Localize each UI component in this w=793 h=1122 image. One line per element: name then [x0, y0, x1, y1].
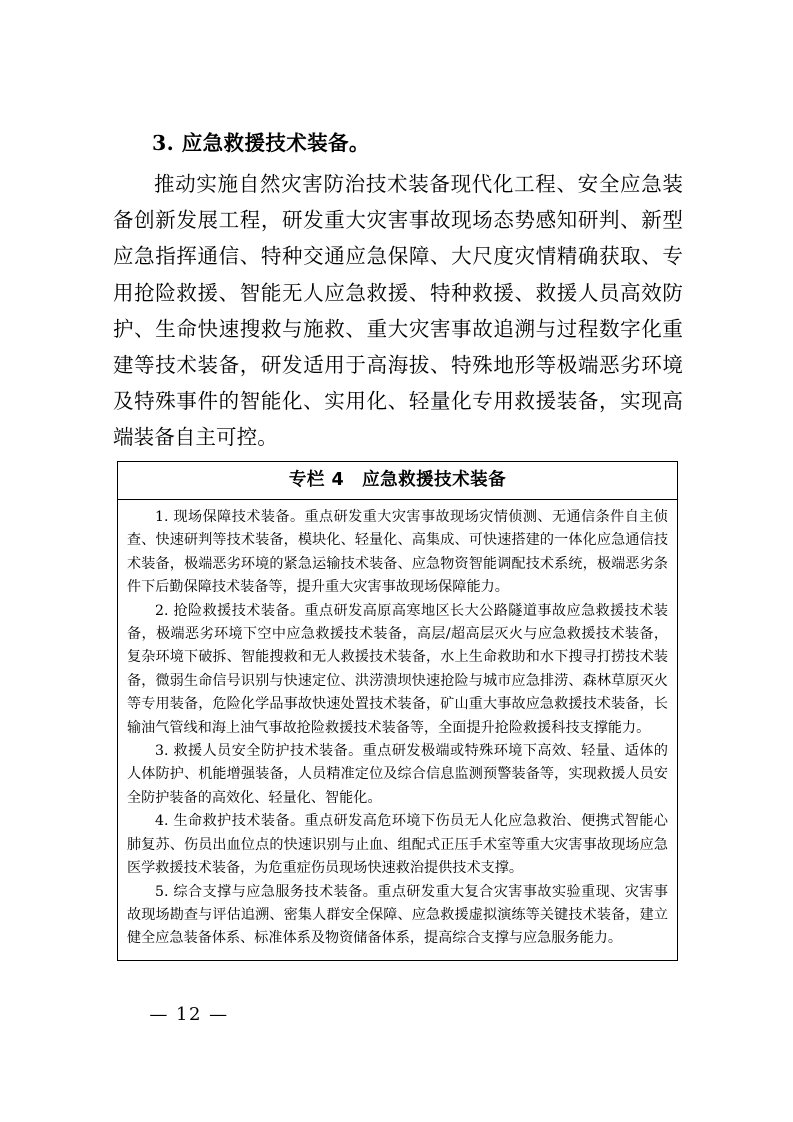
column-box-header [118, 462, 677, 500]
section-paragraph: 推动实施自然灾害防治技术装备现代化工程、安全应急装备创新发展工程，研发重大灾害事故现场态势感知研判、新型应急指挥通信、特种交通应急保障、大尺度灾情精确获取、专用抢险救援、智能无人应急救援、特种救援、救援人员高效防护、生命快速搜救与施救、重大灾害事故追溯与过程数字化重建等技术装备，研发适用于高海拔、特殊地形等极端恶劣环境及特殊事件的智能化、实用化、轻量化专用救援装备，实现高端装备自主可控。 [113, 172, 683, 450]
column-box-item: 1. 现场保障技术装备。重点研发重大灾害事故现场灾情侦测、无通信条件自主侦查、快速研判等技术装备，模块化、轻量化、高集成、可快速搭建的一体化应急通信技术装备，极端恶劣环境的紧急运输技术装备、应急物资智能调配技术系统，极端恶劣条件下后勤保障技术装备等，提升重大灾害事故现场保障能力。 [127, 509, 668, 596]
section-heading: 3. 应急救援技术装备。 [152, 131, 370, 155]
column-box-item: 5. 综合支撑与应急服务技术装备。重点研发重大复合灾害事故实验重现、灾害事故现场勘查与评估追溯、密集人群安全保障、应急救援虚拟演练等关键技术装备，建立健全应急装备体系、标准体系及物资储备体系，提高综合支撑与应急服务能力。 [127, 883, 668, 947]
page-number: — 12 — [149, 1004, 229, 1025]
column-box [117, 461, 678, 961]
page-footer [0, 1004, 793, 1025]
column-box-body [118, 500, 677, 960]
page-content [113, 126, 683, 456]
column-box-title: 专栏 4 应急救援技术装备 [288, 470, 507, 490]
column-box-item: 4. 生命救护技术装备。重点研发高危环境下伤员无人化应急救治、便携式智能心肺复苏、伤员出血位点的快速识别与止血、组配式正压手术室等重大灾害事故现场应急医学救援技术装备，为危重症伤员现场快速救治提供技术支撑。 [127, 813, 668, 877]
column-box-item: 2. 抢险救援技术装备。重点研发高原高寒地区长大公路隧道事故应急救援技术装备，极端恶劣环境下空中应急救援技术装备，高层/超高层灭火与应急救援技术装备，复杂环境下破拆、智能搜救和无人救援技术装备，水上生命救助和水下搜寻打捞技术装备，微弱生命信号识别与快速定位、洪涝溃坝快速抢险与城市应急排涝、森林草原灭火等专用装备，危险化学品事故快速处置技术装备，矿山重大事故应急救援技术装备，长输油气管线和海上油气事故抢险救援技术装备等，全面提升抢险救援科技支撑能力。 [127, 602, 668, 736]
column-box-item: 3. 救援人员安全防护技术装备。重点研发极端或特殊环境下高效、轻量、适体的人体防护、机能增强装备，人员精准定位及综合信息监测预警装备等，实现救援人员安全防护装备的高效化、轻量化、智能化。 [127, 743, 668, 806]
